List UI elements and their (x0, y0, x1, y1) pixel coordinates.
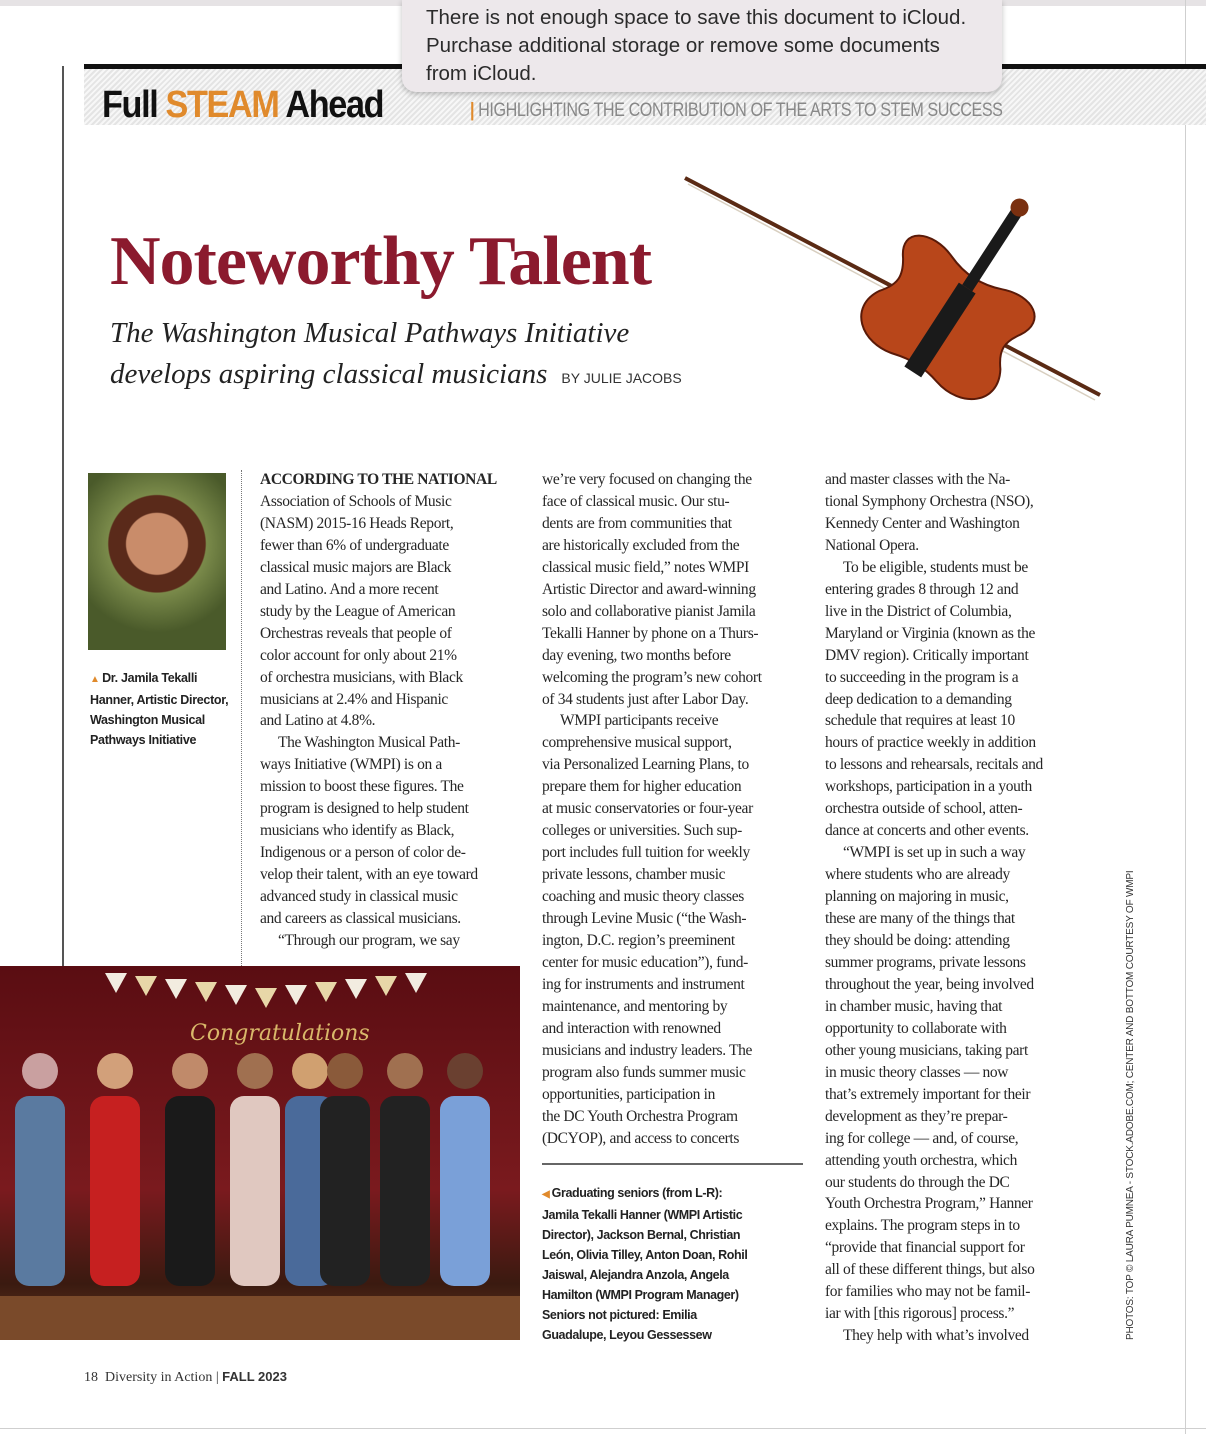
article-line: workshops, participation in a youth (825, 778, 1032, 796)
dotted-divider (241, 470, 242, 966)
article-line: center for music education”), fund- (542, 953, 748, 971)
article-line: and careers as classical musicians. (260, 910, 461, 928)
caption-line: Hamilton (WMPI Program Manager) (542, 1288, 739, 1302)
person (440, 1053, 490, 1286)
caption-line: Director), Jackson Bernal, Christian (542, 1228, 741, 1242)
article-line: our students do through the DC (825, 1173, 1010, 1191)
pennant (225, 985, 247, 1005)
article-line: we’re very focused on changing the (542, 471, 752, 488)
article-line: of 34 students just after Labor Day. (542, 690, 749, 708)
article-line: at music conservatories or four-year (542, 800, 753, 818)
page-number: 18 (84, 1370, 98, 1385)
article-line: ways Initiative (WMPI) is on a (260, 756, 442, 774)
article-line: ing for college — and, of course, (825, 1129, 1019, 1147)
article-line: throughout the year, being involved (825, 975, 1034, 993)
article-line: explains. The program steps in to (825, 1217, 1020, 1235)
article-line: for families who may not be famil- (825, 1283, 1031, 1301)
article-line: the DC Youth Orchestra Program (542, 1107, 738, 1125)
article-line: classical music majors are Black (260, 558, 452, 576)
byline: BY JULIE JACOBS (561, 370, 682, 386)
article-line: solo and collaborative pianist Jamila (542, 602, 756, 620)
article-line: They help with what’s involved (843, 1327, 1029, 1345)
article-line: program also funds summer music (542, 1063, 746, 1081)
article-line: that’s extremely important for their (825, 1085, 1031, 1103)
article-line: To be eligible, students must be (843, 558, 1028, 576)
article-line: summer programs, private lessons (825, 953, 1026, 971)
article-line: these are many of the things that (825, 910, 1015, 928)
pennant (285, 985, 307, 1005)
article-line: musicians who identify as Black, (260, 822, 455, 840)
triangle-up-icon: ▲ (90, 674, 103, 685)
violin-image (680, 170, 1110, 430)
article-column-2 (542, 469, 762, 1150)
person (380, 1053, 430, 1286)
article-subtitle (110, 313, 682, 399)
section-subtitle-text: HIGHLIGHTING THE CONTRIBUTION OF THE ARTS TO STEM SUCCESS (478, 100, 1003, 121)
article-line: opportunities, participation in (542, 1085, 715, 1103)
article-line: in chamber music, having that (825, 997, 1003, 1015)
article-line: hours of practice weekly in addition (825, 734, 1036, 752)
article-line: deep dedication to a demanding (825, 690, 1012, 708)
pennant (315, 982, 337, 1002)
section-title (102, 84, 383, 127)
publication-name: Diversity in Action (105, 1370, 213, 1385)
article-line: Youth Orchestra Program,” Hanner (825, 1195, 1033, 1213)
article-line: and master classes with the Na- (825, 471, 1010, 488)
article-line: Orchestras reveals that people of (260, 624, 452, 642)
article-line: private lessons, chamber music (542, 866, 726, 884)
photo-credit: PHOTOS: TOP © LAURA PUMNEA - STOCK.ADOBE.COM; CENTER AND BOTTOM COURTESY OF WMPI (1125, 870, 1136, 1340)
article-line: fewer than 6% of undergraduate (260, 536, 449, 554)
article-line: WMPI participants receive (560, 712, 719, 730)
article-line: “provide that financial support for (825, 1239, 1025, 1257)
article-line: and Latino. And a more recent (260, 580, 439, 598)
article-line: Indigenous or a person of color de- (260, 844, 466, 862)
article-title: Noteworthy Talent (110, 223, 652, 300)
pennant (255, 988, 277, 1008)
article-column-1 (260, 469, 497, 952)
article-line: velop their talent, with an eye toward (260, 866, 478, 884)
person (230, 1053, 280, 1286)
caption-line: Jamila Tekalli Hanner (WMPI Artistic (542, 1208, 743, 1222)
caption-line: León, Olivia Tilley, Anton Doan, Rohil (542, 1248, 748, 1262)
person (165, 1053, 215, 1286)
pennant (165, 979, 187, 999)
article-line: National Opera. (825, 536, 919, 554)
article-line: opportunity to collaborate with (825, 1019, 1007, 1037)
article-line: and interaction with renowned (542, 1019, 721, 1037)
article-line: entering grades 8 through 12 and (825, 580, 1019, 598)
article-line: ington, D.C. region’s preeminent (542, 932, 735, 950)
article-line: DMV region). Critically important (825, 646, 1029, 664)
pennant (195, 982, 217, 1002)
banner-text: Congratulations (190, 1021, 370, 1046)
article-line: schedule that requires at least 10 (825, 712, 1015, 730)
left-rule (62, 66, 64, 966)
caption-line: Seniors not pictured: Emilia (542, 1308, 697, 1322)
subtitle-line-2 (110, 354, 682, 399)
article-line: classical music field,” notes WMPI (542, 558, 749, 576)
article-line: where students who are already (825, 866, 1010, 884)
footer-separator: | (215, 1370, 219, 1385)
article-line: comprehensive musical support, (542, 734, 732, 752)
article-line: (DCYOP), and access to concerts (542, 1129, 740, 1147)
article-line: “WMPI is set up in such a way (843, 844, 1026, 862)
article-line: to lessons and rehearsals, recitals and (825, 756, 1043, 774)
article-line: prepare them for higher education (542, 778, 742, 796)
article-line: dents are from communities that (542, 514, 732, 532)
article-line: other young musicians, taking part (825, 1041, 1028, 1059)
subtitle-line-2-text: develops aspiring classical musicians (110, 358, 548, 390)
article-line: port includes full tuition for weekly (542, 844, 750, 862)
page-edge (1185, 0, 1186, 1434)
article-line: mission to boost these figures. The (260, 778, 464, 796)
pennant (135, 976, 157, 996)
section-subtitle: | HIGHLIGHTING THE CONTRIBUTION OF THE ARTS TO STEM SUCCESS (470, 100, 1003, 121)
caption-line: ◀ Graduating seniors (from L-R): (542, 1186, 723, 1200)
article-line: development as they’re prepar- (825, 1107, 1008, 1125)
page-footer (84, 1369, 287, 1386)
article-line: through Levine Music (“the Wash- (542, 910, 747, 928)
subtitle-line-1: The Washington Musical Pathways Initiative (110, 317, 630, 349)
article-line: day evening, two months before (542, 646, 731, 664)
pennant (405, 973, 427, 993)
article-line: Kennedy Center and Washington (825, 514, 1020, 532)
article-line: iar with [this rigorous] process.” (825, 1305, 1015, 1323)
pennant (375, 976, 397, 996)
article-line: ACCORDING TO THE NATIONAL (260, 471, 497, 488)
article-line: Artistic Director and award-winning (542, 580, 756, 598)
article-line: color account for only about 21% (260, 646, 457, 664)
article-line: Maryland or Virginia (known as the (825, 624, 1036, 642)
article-line: colleges or universities. Such sup- (542, 822, 742, 840)
icloud-storage-notification: There is not enough space to save this document to iCloud. Purchase additional storage or remove some documents from iCloud. (402, 0, 1002, 92)
article-line: program is designed to help student (260, 800, 469, 818)
article-line: in music theory classes — now (825, 1063, 1009, 1081)
section-title-part2: Ahead (278, 84, 384, 126)
triangle-left-icon: ◀ (542, 1189, 552, 1200)
group-photo (0, 966, 520, 1340)
article-line: study by the League of American (260, 602, 456, 620)
portrait-photo (88, 473, 226, 650)
article-line: live in the District of Columbia, (825, 602, 1012, 620)
article-line: “Through our program, we say (278, 932, 460, 950)
group-photo-scene (0, 966, 520, 1340)
article-line: Tekalli Hanner by phone on a Thurs- (542, 624, 759, 642)
person (90, 1053, 140, 1286)
article-line: and Latino at 4.8%. (260, 712, 376, 730)
pennant (105, 973, 127, 993)
article-line: to succeeding in the program is a (825, 668, 1019, 686)
section-title-part1: Full (102, 84, 166, 126)
article-line: ing for instruments and instrument (542, 975, 745, 993)
pennant (345, 979, 367, 999)
article-line: maintenance, and mentoring by (542, 997, 728, 1015)
article-line: advanced study in classical music (260, 888, 458, 906)
article-line: The Washington Musical Path- (278, 734, 460, 752)
article-column-3 (825, 469, 1043, 1347)
article-line: tional Symphony Orchestra (NSO), (825, 492, 1034, 510)
article-line: are historically excluded from the (542, 536, 740, 554)
article-line: all of these different things, but also (825, 1261, 1035, 1279)
article-line: musicians at 2.4% and Hispanic (260, 690, 448, 708)
article-line: attending youth orchestra, which (825, 1151, 1017, 1169)
portrait-caption (90, 668, 240, 750)
group-caption (542, 1183, 812, 1345)
article-line: coaching and music theory classes (542, 888, 744, 906)
person (320, 1053, 370, 1286)
article-line: welcoming the program’s new cohort (542, 668, 762, 686)
caption-line: Guadalupe, Leyou Gessessew (542, 1328, 712, 1342)
article-line: dance at concerts and other events. (825, 822, 1029, 840)
person (15, 1053, 65, 1286)
caption-line: Jaiswal, Alejandra Anzola, Angela (542, 1268, 729, 1282)
article-line: they should be doing: attending (825, 932, 1010, 950)
caption-rule (542, 1163, 803, 1165)
section-title-accent: STEAM (165, 84, 279, 126)
article-line: musicians and industry leaders. The (542, 1041, 753, 1059)
article-line: via Personalized Learning Plans, to (542, 756, 749, 774)
article-line: of orchestra musicians, with Black (260, 668, 463, 686)
article-line: planning on majoring in music, (825, 888, 1009, 906)
issue-label: FALL 2023 (222, 1369, 287, 1384)
portrait-caption-text: Dr. Jamila Tekalli Hanner, Artistic Director, Washington Musical Pathways Initiative (90, 671, 229, 747)
article-line: face of classical music. Our stu- (542, 492, 730, 510)
article-line: (NASM) 2015-16 Heads Report, (260, 514, 454, 532)
article-line: orchestra outside of school, atten- (825, 800, 1023, 818)
article-line: Association of Schools of Music (260, 492, 452, 510)
page-bottom-edge (0, 1428, 1206, 1429)
